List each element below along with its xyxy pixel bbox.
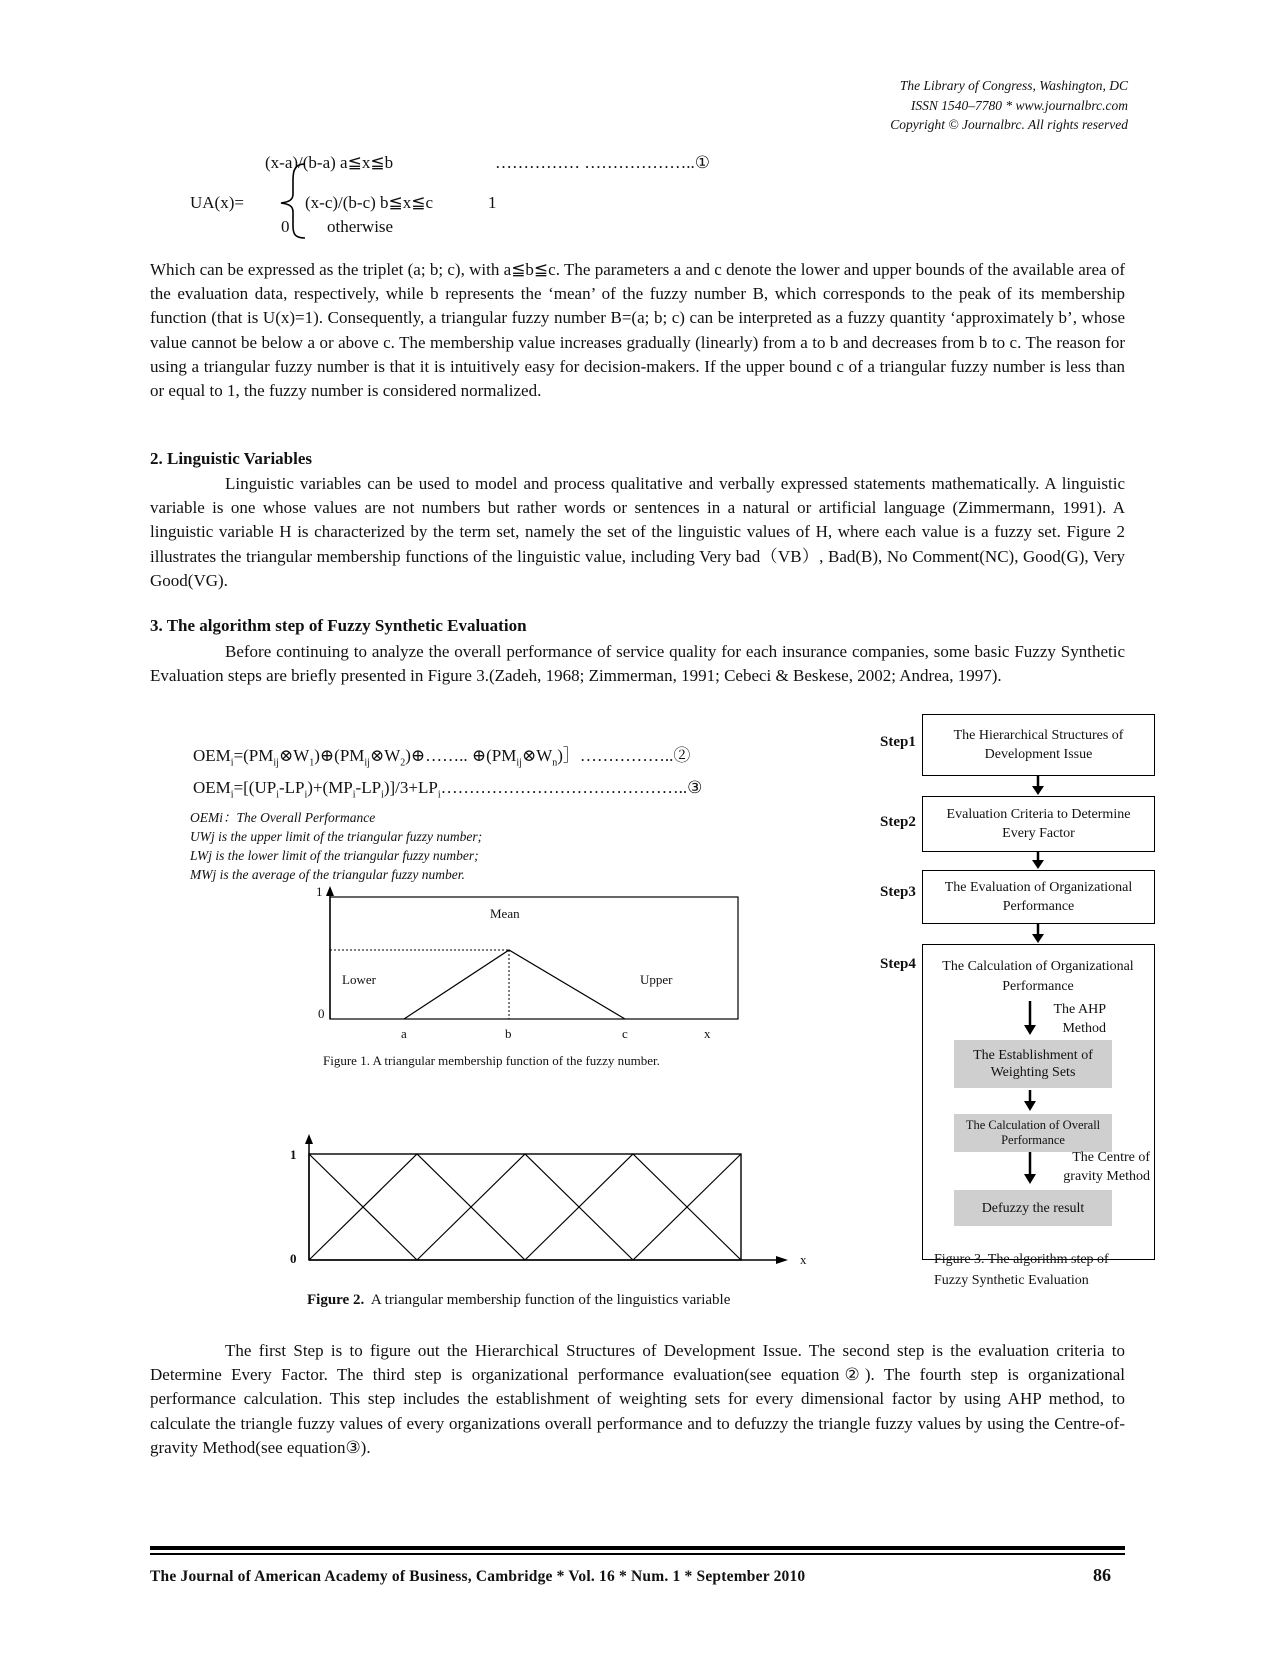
fig1-tick-a: a (401, 1026, 407, 1041)
header-line-1: The Library of Congress, Washington, DC (899, 78, 1128, 93)
equation-2 (193, 741, 690, 768)
overall-performance-box: The Calculation of Overall Performance (954, 1114, 1112, 1152)
flowchart (880, 712, 1160, 1302)
eq2-sub: 2 (400, 757, 406, 769)
step3-label: Step3 (880, 884, 916, 900)
eq3-sub: i (276, 789, 279, 801)
fig1-upper-label: Upper (640, 972, 673, 987)
note-line: MWj is the average of the triangular fuzzy number. (190, 867, 465, 882)
eq2-part: ⊗W (369, 746, 401, 765)
eq2-sub: n (552, 757, 558, 769)
fig2-caption-label: Figure 2. (307, 1292, 365, 1308)
eq3-sub: i (437, 789, 441, 801)
footer-journal: The Journal of American Academy of Business, Cambridge * Vol. 16 * Num. 1 * September 2010 (150, 1568, 806, 1585)
step4-label: Step4 (880, 956, 916, 972)
fig2-y-arrow-icon (305, 1134, 313, 1144)
paragraph-triplet: Which can be expressed as the triplet (a; b; c), with a≦b≦c. The parameters a and c denote the lower and upper bounds of the available area of the evaluation data, respectively, while b represents the ‘mean’ of the fuzzy number B, which corresponds to the peak of its membership function (that is U(x)=1). Consequently, a triangular fuzzy number B=(a; b; c) can be interpreted as a fuzzy quantity ‘approximately b’, whose value cannot be below a or above c. The membership value increases gradually (linearly) from a to b and decreases from b to c. The reason for using a triangular fuzzy number is that it is intuitively easy for decision-makers. If the upper bound c of a triangular fuzzy number is less than or equal to 1, the fuzzy number is considered normalized. (150, 260, 1125, 401)
fig1-tick-b: b (505, 1026, 512, 1041)
note-line: UWj is the upper limit of the triangular fuzzy number; (190, 829, 483, 844)
notation-notes (190, 808, 482, 884)
fig1-lower-label: Lower (342, 972, 376, 987)
eq2-part: ⊗W (278, 746, 310, 765)
eq2-part: OEM (193, 746, 231, 765)
section-2-heading: 2. Linguistic Variables (150, 449, 313, 468)
footer-rule-thick (150, 1546, 1125, 1550)
section-3-body: Before continuing to analyze the overall performance of service quality for each insurance companies, some basic Fuzzy Synthetic Evaluation steps are briefly presented in Figure 3.(Zadeh, 1968; Zimmerman, 1991; Cebeci & Beskese, 2002; Andrea, 1997). (150, 642, 1125, 686)
fig2-term-nc (417, 1154, 633, 1260)
fig2-caption-text: A triangular membership function of the linguistics variable (364, 1292, 731, 1308)
eq3-part: =[(UP (233, 778, 277, 797)
step4-title: The Calculation of Organizational Performance (942, 959, 1134, 994)
figure-2-diagram (280, 1132, 820, 1267)
eq2-part: =(PM (233, 746, 274, 765)
figure-1-diagram (290, 880, 750, 1050)
fig1-y-arrow-icon (326, 886, 334, 896)
weighting-sets-box: The Establishment of Weighting Sets (954, 1040, 1112, 1088)
arrow-down-icon (1030, 924, 1046, 944)
footer-rule-thin (150, 1553, 1125, 1555)
eq1-row2-num: 1 (488, 193, 497, 212)
step1-box: The Hierarchical Structures of Development Issue (922, 714, 1155, 776)
arrow-down-icon (1030, 776, 1046, 796)
eq2-part: )］……………..② (557, 746, 691, 765)
step2-label: Step2 (880, 814, 916, 830)
section-3-heading: 3. The algorithm step of Fuzzy Synthetic Evaluation (150, 616, 527, 635)
eq3-part: -LP (279, 778, 305, 797)
paragraph-steps: The first Step is to figure out the Hierarchical Structures of Development Issue. The second step is the evaluation criteria to Determine Every Factor. The third step is organizational performance evaluation(see equation②). The fourth step is organizational performance calculation. This step includes the establishment of weighting sets for every dimensional factor by using AHP method, to calculate the triangle fuzzy values of every organizations overall performance and to defuzzy the triangle fuzzy values by using the Centre-of-gravity Method(see equation③). (150, 1341, 1125, 1457)
arrow-down-icon (1030, 852, 1046, 870)
step2-box: Evaluation Criteria to Determine Every Factor (922, 796, 1155, 852)
centre-of-gravity-note: The Centre of gravity Method (1063, 1150, 1150, 1184)
ahp-method-note: The AHP Method (1053, 1002, 1106, 1036)
eq1-row1-dots: …………… ………………..① (495, 153, 710, 172)
eq3-part: OEM (193, 778, 231, 797)
fig2-term-b (309, 1154, 525, 1260)
fig2-frame (309, 1154, 741, 1260)
arrow-down-icon (1022, 1001, 1038, 1037)
equation-3 (193, 778, 702, 800)
eq1-row3-zero: 0 (281, 217, 290, 236)
fig1-y-bottom: 0 (318, 1006, 325, 1021)
eq2-sub: i (230, 757, 234, 769)
figure-2 (280, 1132, 840, 1312)
eq2-part: )⊕(PM (314, 746, 365, 765)
defuzzy-box: Defuzzy the result (954, 1190, 1112, 1226)
eq2-sub: 1 (309, 757, 315, 769)
eq3-part: )]/3+LP (383, 778, 438, 797)
step3-box: The Evaluation of Organizational Performance (922, 870, 1155, 924)
eq1-row3: otherwise (327, 217, 394, 236)
arrow-down-icon (1022, 1152, 1038, 1186)
step1-label: Step1 (880, 734, 916, 750)
fig3-caption-line2: Fuzzy Synthetic Evaluation (934, 1273, 1089, 1288)
eq3-part: ……………………………………..③ (440, 778, 703, 797)
eq2-sub: ij (516, 757, 522, 769)
figure-1 (290, 880, 750, 1070)
header-line-2: ISSN 1540–7780 * www.journalbrc.com (910, 97, 1128, 113)
fig1-tick-c: c (622, 1026, 628, 1041)
eq3-sub: i (230, 789, 234, 801)
figure-2-caption (307, 1292, 730, 1309)
fig2-x-arrow-icon (776, 1256, 788, 1264)
eq2-part: ⊗W (521, 746, 553, 765)
figure-1-caption: Figure 1. A triangular membership function of the fuzzy number. (323, 1053, 660, 1068)
figure-3-caption (934, 1249, 1109, 1291)
note-line: LWj is the lower limit of the triangular fuzzy number; (190, 848, 479, 863)
eq2-sub: ij (364, 757, 370, 769)
note-line: OEMi：The Overall Performance (190, 810, 376, 825)
arrow-down-icon (1022, 1090, 1038, 1112)
section-2-body: Linguistic variables can be used to model and process qualitative and verbally expressed statements mathematically. A linguistic variable is one whose values are not numbers but rather words or sentences in a natural or artificial language (Zimmermann, 1991). A linguistic variable H is characterized by the term set, namely the set of the linguistic values of H, where each value is a fuzzy set. Figure 2 illustrates the triangular membership functions of the linguistic value, including Very bad（VB）, Bad(B), No Comment(NC), Good(G), Very Good(VG). (150, 474, 1125, 590)
fig2-x-label: x (800, 1252, 807, 1267)
fig2-term-g (525, 1154, 741, 1260)
eq1-row2: (x-c)/(b-c) b≦x≦c (305, 193, 434, 212)
fig2-y-top: 1 (290, 1147, 297, 1162)
fig1-tick-x: x (704, 1026, 711, 1041)
fig2-y-bottom: 0 (290, 1251, 297, 1266)
fig1-mean-label: Mean (490, 906, 520, 921)
fig3-caption-line1: Figure 3. The algorithm step of (934, 1252, 1109, 1267)
eq1-row1: (x-a)/(b-a) a≦x≦b (265, 153, 394, 172)
fig1-y-top: 1 (316, 884, 323, 899)
eq3-part: -LP (355, 778, 382, 797)
eq1-lhs: UA(x)= (190, 193, 244, 212)
eq2-part: )⊕…….. ⊕(PM (405, 746, 517, 765)
eq3-sub: i (352, 789, 356, 801)
eq3-sub: i (381, 789, 384, 801)
running-header (890, 76, 1128, 135)
eq3-part: )+(MP (307, 778, 353, 797)
eq2-sub: ij (273, 757, 279, 769)
page-number: 86 (1093, 1565, 1111, 1585)
eq3-sub: i (304, 789, 308, 801)
fig1-triangle (404, 950, 625, 1019)
header-line-3: Copyright © Journalbrc. All rights reserved (890, 117, 1128, 132)
fig1-frame (330, 897, 738, 1019)
